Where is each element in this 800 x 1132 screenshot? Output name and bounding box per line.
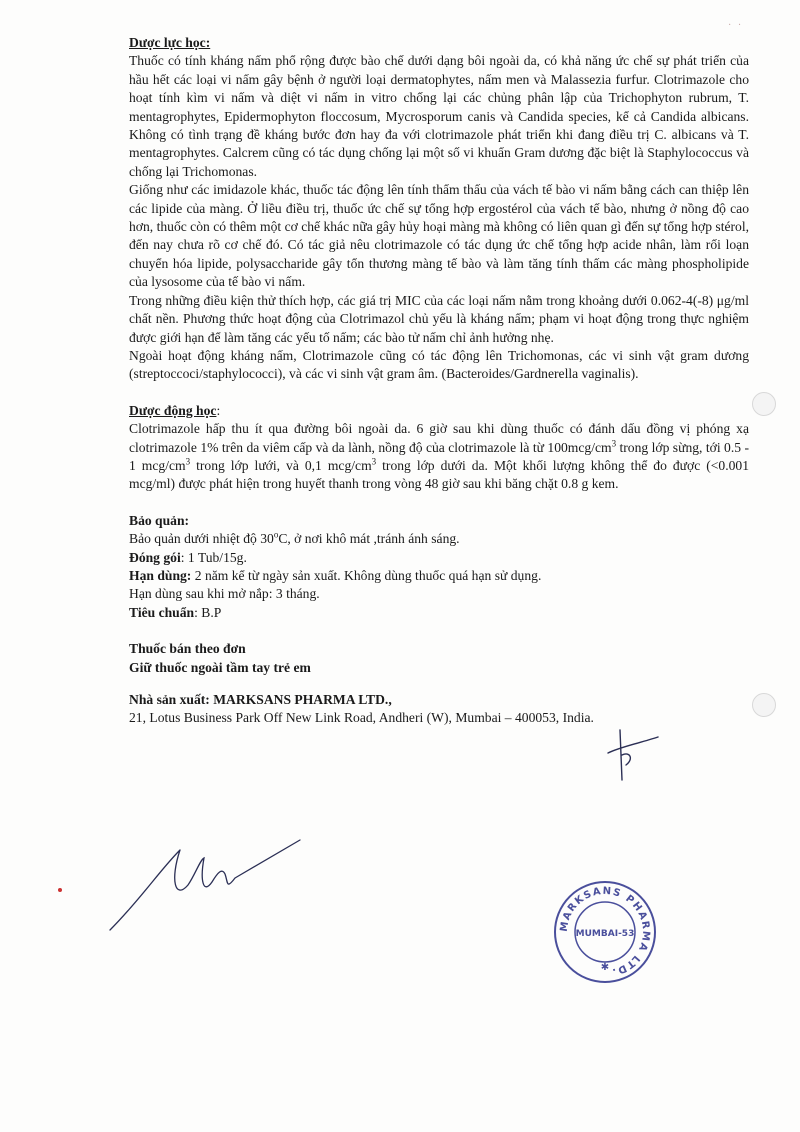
storage-title: Bảo quản: — [129, 512, 190, 528]
stamp-ring-text: MARKSANS PHARMA LTD. — [558, 885, 652, 978]
pk-sup-3: 3 — [371, 456, 377, 467]
storage-degree-sup: o — [273, 529, 279, 540]
stamp-center-text: MUMBAI-53 — [575, 929, 635, 939]
storage-text — [129, 530, 749, 548]
pk-text-c: trong lớp lưới, và 0,1 mcg/cm — [190, 457, 372, 473]
punch-hole-top — [752, 392, 776, 416]
shelf-life-line — [129, 567, 749, 585]
pk-text-b: trong lớp sừng, tới 0.5 - 1 mcg/cm — [129, 439, 749, 473]
pharmacokinetics-colon: : — [216, 402, 221, 418]
shelf-life-value: 2 năm kể từ ngày sản xuất. Không dùng thuốc quá hạn sử dụng. — [191, 567, 542, 583]
manufacturer-address: 21, Lotus Business Park Off New Link Road, Andheri (W), Mumbai – 400053, India. — [129, 710, 594, 726]
stamp-star-icon: ✱ — [600, 962, 610, 973]
punch-hole-bottom — [752, 693, 776, 717]
packaging-label: Đóng gói — [129, 549, 181, 565]
packaging-value: : 1 Tub/15g. — [180, 549, 247, 565]
pharmacodynamics-paragraph-4: Ngoài hoạt động kháng nấm, Clotrimazole cũng có tác động lên Trichomonas, các vi sinh vật gram dương (streptoccoci/staphylococci), và các vi sinh vật gram âm. (Bacteroides/Gardnerella vaginalis). — [129, 347, 749, 382]
pharmacodynamics-paragraph-2: Giống như các imidazole khác, thuốc tác động lên tính thẩm thấu của vách tế bào vi nấm bằng cách can thiệp lên các lipide của màng. Ở liều điều trị, thuốc ức chế sự tổng hợp ergostérol của vách tế bào, nhưng ở nồng độ cao hơn, thuốc còn có thêm một cơ chế khác nữa gây hủy hoại màng mà không có liên quan gì đến sự tổng hợp stérol, đến nay chưa rõ cơ chế đó. Có tác giả nêu clotrimazole có tác dụng ức chế tổng hợp acide nhân, làm rối loạn chuyển hóa lipide, polysaccharide gây tổn thương màng tế bào và làm tăng tính thấm các màng phospholipide của lysosome của tế bào vi nấm. — [129, 182, 749, 290]
shelf-life-label: Hạn dùng: — [129, 567, 192, 583]
pharmacodynamics-paragraph-1: Thuốc có tính kháng nấm phổ rộng được bào chế dưới dạng bôi ngoài da, có khả năng ức chế sự phát triển của hầu hết các loại vi nấm gây bệnh ở người loại dermatophytes, nấm men và Malassezia furfur. Clotrimazole cho hoạt tính kìm vi nấm và diệt vi nấm in vitro chống lại các chủng phân lập của Trichophyton rubrum, T. mentagrophytes, Epidermophyton floccosum, Mycrosporum canis và Candida species, kể cả Candida albicans. Không có tình trạng đề kháng bước đơn hay đa với clotrimazole phát triển khi đang điều trị C. albicans và T. mentagrophytes. Calcrem cũng có tác dụng chống lại một số vi khuẩn Gram dương đặc biệt là Staphylococcus và chống lại Trichomonas. — [129, 53, 749, 179]
signature-right — [600, 725, 660, 785]
storage-text-b: C, ở nơi khô mát ,tránh ánh sáng. — [278, 531, 460, 547]
pk-sup-1: 3 — [611, 438, 617, 448]
pharmacokinetics-title: Dược động học — [129, 402, 217, 418]
red-dot-mark — [58, 888, 62, 892]
children-warning: Giữ thuốc ngoài tầm tay trẻ em — [129, 659, 311, 675]
pharmacokinetics-paragraph — [129, 420, 749, 494]
pharmacokinetics-heading — [129, 402, 749, 420]
pharmacodynamics-title: Dược lực học: — [129, 35, 211, 50]
pharmacodynamics-paragraph-3: Trong những điều kiện thử thích hợp, các giá trị MIC của các loại nấm nằm trong khoảng dưới 0.062-4(-8) μg/ml chất nền. Phương thức hoạt động của Clotrimazol chủ yếu là kháng nấm; phạm vi hoạt động trong thực nghiệm được giới hạn để làm tăng các yếu tố nấm; các bào tử nấm chỉ ảnh hưởng nhẹ. — [129, 292, 749, 345]
company-stamp — [553, 880, 657, 984]
packaging-line — [129, 549, 749, 567]
shelf-life-after-open: Hạn dùng sau khi mở nắp: 3 tháng. — [129, 586, 320, 602]
document-body — [129, 34, 749, 728]
standard-label: Tiêu chuẩn — [129, 604, 195, 620]
signature-left — [100, 830, 310, 940]
prescription-notice: Thuốc bán theo đơn — [129, 641, 246, 657]
standard-value: : B.P — [194, 604, 222, 620]
pk-sup-2: 3 — [185, 456, 191, 467]
manufacturer-label: Nhà sản xuất: MARKSANS PHARMA LTD., — [129, 692, 392, 707]
storage-text-a: Bảo quản dưới nhiệt độ 30 — [129, 531, 274, 547]
corner-mark: · · — [728, 20, 744, 31]
pk-text-d: trong lớp dưới da. Một khối lượng không thể đo được (<0.001 mcg/ml) được phát hiện trong huyết thanh trong vòng 48 giờ sau khi băng chặt 0.8 g kem. — [129, 457, 750, 492]
pk-text-a: Clotrimazole hấp thu ít qua đường bôi ngoài da. 6 giờ sau khi dùng thuốc có đánh dấu đồng vị phóng xạ clotrimazole 1% trên da viêm cấp và da lành, nồng độ của clotrimazole là từ 100mcg/cm — [129, 421, 749, 455]
standard-line — [129, 604, 749, 622]
